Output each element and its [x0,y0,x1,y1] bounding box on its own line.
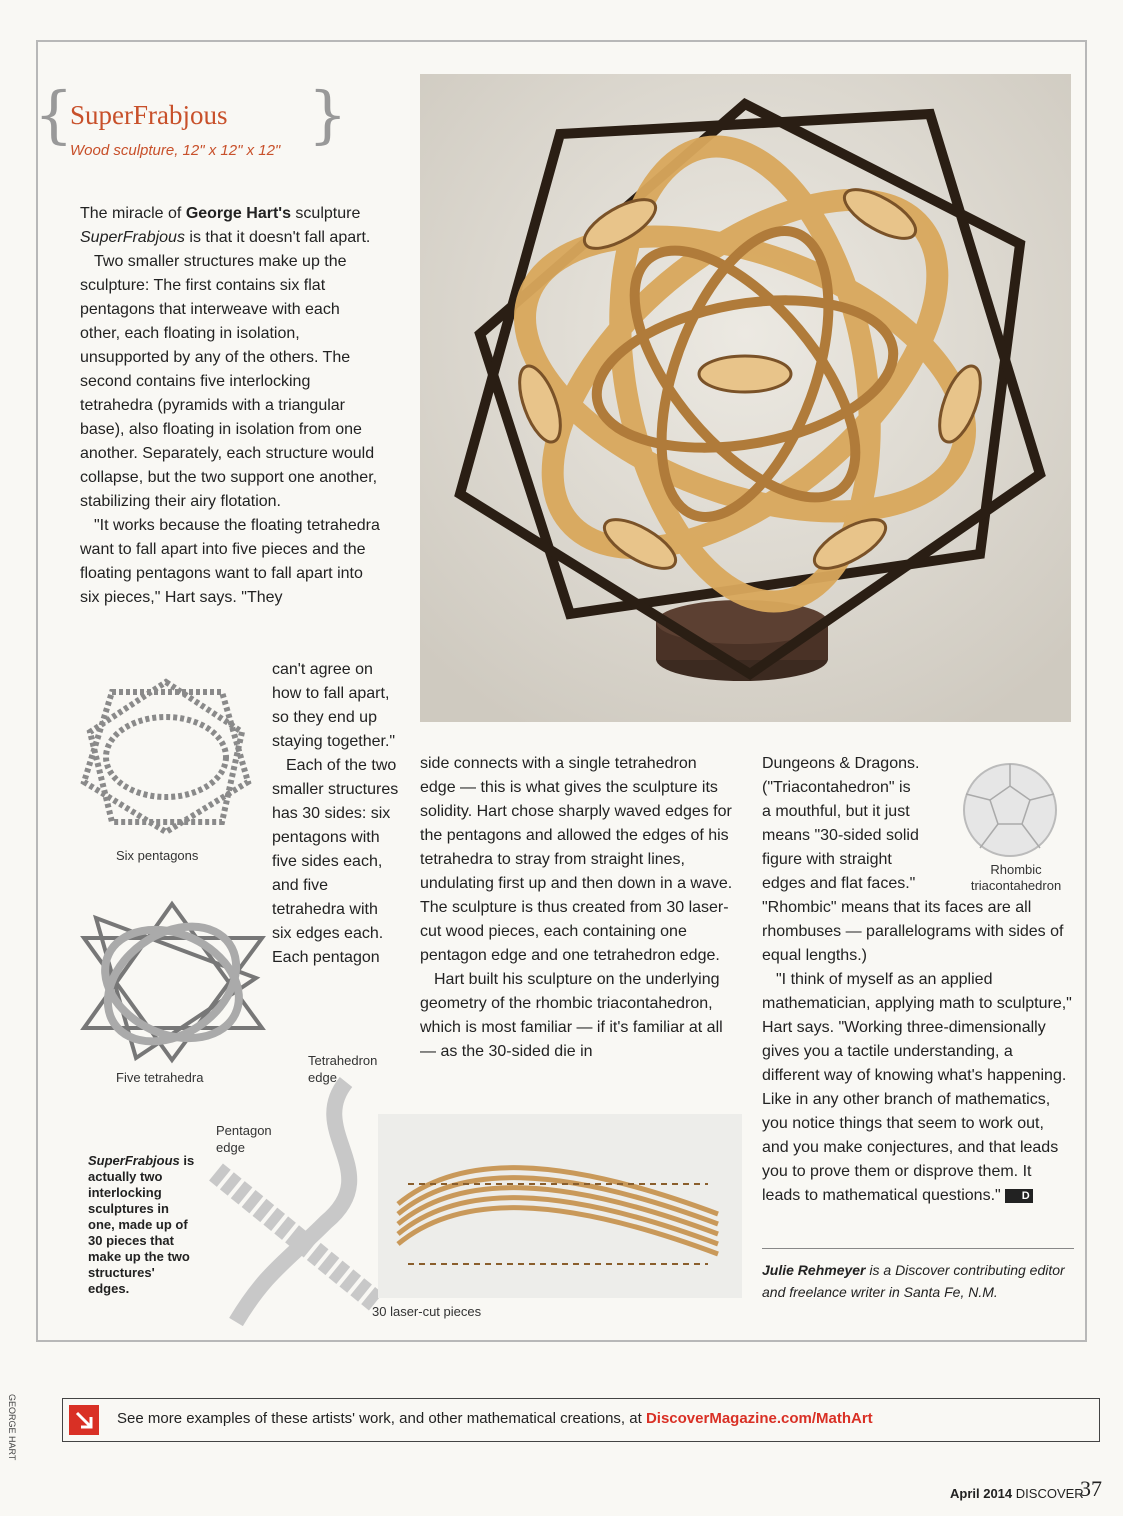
artwork-subtitle: Wood sculpture, 12" x 12" x 12" [70,142,281,159]
more-examples-bar [62,1398,1100,1442]
six-pentagons-figure [72,672,260,840]
body-paragraph-4: Hart built his sculpture on the underlying geometry of the rhombic triacontahedron, which is most familiar — if it's familiar at all — as the 30-sided die in [420,971,723,1060]
photo-credit: GEORGE HART [7,1394,17,1461]
body-paragraph: Two smaller structures make up the sculpture: The first contains six flat pentagons that interweave with each other, each floating in isolation, unsupported by any of the others. The second contains five interlocking tetrahedra (pyramids with a triangular base), also floating in isolation from one another. Separately, each structure would collapse, but the two support one another, stabilizing their airy flotation. [80,253,378,510]
author-byline: Julie Rehmeyer is a Discover contributing editor and freelance writer in Santa Fe, N.M. [762,1248,1074,1303]
column-3-top [762,752,922,896]
side-caption: SuperFrabjous is actually two interlocking sculptures in one, made up of 30 pieces that make up the two structures' edges. [88,1153,195,1296]
artwork-title: SuperFrabjous [70,100,228,130]
closing-quote: "I think of myself as an applied mathematician, applying math to sculpture," Hart says. "Working three-dimensionally gives you a tactile understanding, a different way of knowing what's happening. Like in any other branch of mathematics, you notice things that seem to work out, and you make conjectures, and that leads you to prove them or disprove them. It leads to mathematical questions." D [762,971,1072,1204]
column-1-continued [272,658,400,970]
laser-cut-photo [378,1114,742,1298]
sculpture-photo [420,74,1071,722]
body-paragraph-2: Each of the two smaller structures has 30 sides: six pentagons with five sides each, and five tetrahedra with six edges each. Each pentagon [272,757,399,966]
end-mark: D [1005,1189,1033,1203]
quote-paragraph: "It works because the floating tetrahedra want to fall apart into five pieces and the floating pentagons want to fall apart into six pieces," Hart says. "They [80,517,380,606]
page-number: 37 [1080,1476,1102,1501]
rhombic-triacontahedron-figure [958,758,1062,862]
left-brace: { [34,78,74,151]
page-folio: April 2014 DISCOVER [950,1486,1084,1501]
right-brace: } [308,78,348,151]
five-tetrahedra-figure [76,898,268,1066]
column-2 [420,752,736,1064]
math-art-link[interactable]: DiscoverMagazine.com/MathArt [645,1410,873,1427]
laser-cut-caption: 30 laser-cut pieces [372,1304,482,1319]
body-paragraph-3: side connects with a single tetrahedron edge — this is what gives the sculpture its solidity. Hart chose sharply waved edges for the pentagons and allowed the edges of his tetrahedra to stray from straight lines, undulating first up and then down in a wave. The sculpture is thus created from 30 laser-cut wood pieces, each containing one pentagon edge and one tetrahedron edge. [420,755,733,964]
column-3 [762,896,1074,1208]
edge-piece-figure [196,1072,388,1326]
column-1 [80,202,380,610]
body-paragraph-5: Dungeons & Dragons. ("Triacontahedron" is a mouthful, but it just means "30-sided solid figure with straight edges and flat faces." [762,755,920,892]
rhombic-caption: Rhombic triacontahedron [970,862,1062,893]
five-tetrahedra-caption: Five tetrahedra [116,1070,204,1085]
arrow-icon [69,1405,99,1435]
tetrahedron-edge-caption: Tetrahedron edge [308,1053,378,1085]
pentagon-edge-caption: Pentagon edge [216,1123,272,1155]
more-examples-text: See more examples of these artists' work, and other mathematical creations, at DiscoverMagazine.com/MathArt [117,1410,873,1427]
body-paragraph-6: "Rhombic" means that its faces are all rhombuses — parallelograms with sides of equal lengths.) [762,899,1064,964]
quote-continued: can't agree on how to fall apart, so they end up staying together." [272,661,396,750]
intro-paragraph: The miracle of George Hart's sculpture SuperFrabjous is that it doesn't fall apart. [80,205,371,246]
six-pentagons-caption: Six pentagons [116,848,199,863]
